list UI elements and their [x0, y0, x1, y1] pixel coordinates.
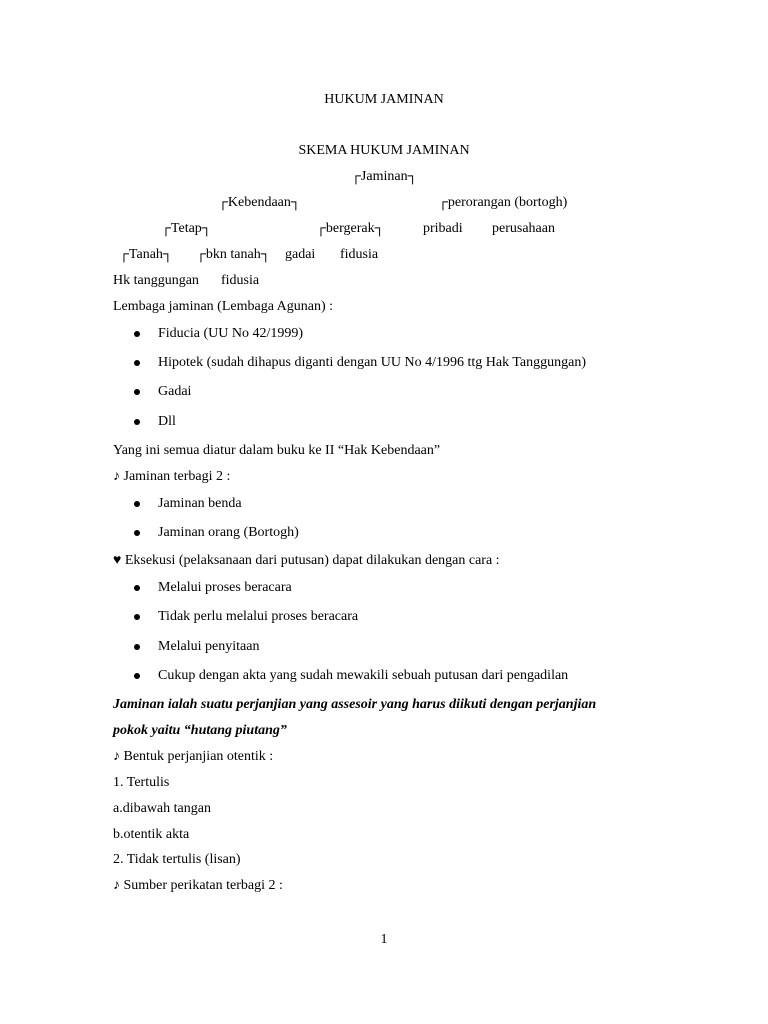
bentuk-line: b.otentik akta	[113, 827, 190, 842]
list-item-text: Jaminan benda	[158, 496, 242, 511]
bentuk-line: 1. Tertulis	[113, 775, 170, 790]
bullet-icon	[134, 614, 140, 620]
jaminan-terbagi-heading: ♪ Jaminan terbagi 2 :	[113, 469, 231, 484]
bullet-icon	[134, 501, 140, 507]
list-item-text: Fiducia (UU No 42/1999)	[158, 326, 304, 341]
bentuk-line: 2. Tidak tertulis (lisan)	[113, 852, 241, 867]
bentuk-line: a.dibawah tangan	[113, 801, 211, 816]
bullet-icon	[134, 389, 140, 395]
scheme-hk-tanggungan: Hk tanggungan	[113, 273, 199, 288]
bullet-icon	[134, 644, 140, 650]
scheme-jaminan: ┌Jaminan┐	[351, 169, 418, 184]
bullet-icon	[134, 331, 140, 337]
scheme-bergerak: ┌bergerak┐	[316, 221, 385, 236]
bullet-icon	[134, 673, 140, 679]
scheme-fidusia: fidusia	[340, 247, 379, 262]
bentuk-heading: ♪ Bentuk perjanjian otentik :	[113, 749, 274, 764]
definition-line-2: pokok yaitu “hutang piutang”	[113, 723, 287, 738]
list-item-text: Gadai	[158, 384, 192, 399]
list-item-text: Dll	[158, 414, 176, 429]
list-item-text: Tidak perlu melalui proses beracara	[158, 609, 359, 624]
bullet-icon	[134, 360, 140, 366]
scheme-title: SKEMA HUKUM JAMINAN	[298, 143, 470, 158]
bullet-icon	[134, 419, 140, 425]
scheme-gadai: gadai	[285, 247, 316, 262]
bullet-icon	[134, 585, 140, 591]
eksekusi-heading: ♥ Eksekusi (pelaksanaan dari putusan) dapat dilakukan dengan cara :	[113, 553, 500, 568]
bullet-icon	[134, 530, 140, 536]
scheme-perorangan: ┌perorangan (bortogh)	[438, 195, 568, 210]
scheme-kebendaan: ┌Kebendaan┐	[218, 195, 301, 210]
scheme-bkn-tanah: ┌bkn tanah┐	[196, 247, 271, 262]
scheme-pribadi: pribadi	[423, 221, 463, 236]
scheme-fidusia-2: fidusia	[221, 273, 260, 288]
scheme-tanah: ┌Tanah┐	[119, 247, 173, 262]
page-number: 1	[380, 932, 388, 947]
list-item-text: Jaminan orang (Bortogh)	[158, 525, 299, 540]
scheme-tetap: ┌Tetap┐	[161, 221, 212, 236]
list-item-text: Melalui proses beracara	[158, 580, 292, 595]
lembaga-heading: Lembaga jaminan (Lembaga Agunan) :	[113, 299, 334, 314]
document-title: HUKUM JAMINAN	[324, 92, 444, 107]
definition-line-1: Jaminan ialah suatu perjanjian yang assesoir yang harus diikuti dengan perjanjian	[113, 697, 597, 712]
lembaga-note: Yang ini semua diatur dalam buku ke II “Hak Kebendaan”	[113, 443, 441, 458]
list-item-text: Melalui penyitaan	[158, 639, 260, 654]
scheme-perusahaan: perusahaan	[492, 221, 555, 236]
sumber-heading: ♪ Sumber perikatan terbagi 2 :	[113, 878, 283, 893]
list-item-text: Cukup dengan akta yang sudah mewakili sebuah putusan dari pengadilan	[158, 668, 569, 683]
list-item-text: Hipotek (sudah dihapus diganti dengan UU No 4/1996 ttg Hak Tanggungan)	[158, 355, 587, 370]
